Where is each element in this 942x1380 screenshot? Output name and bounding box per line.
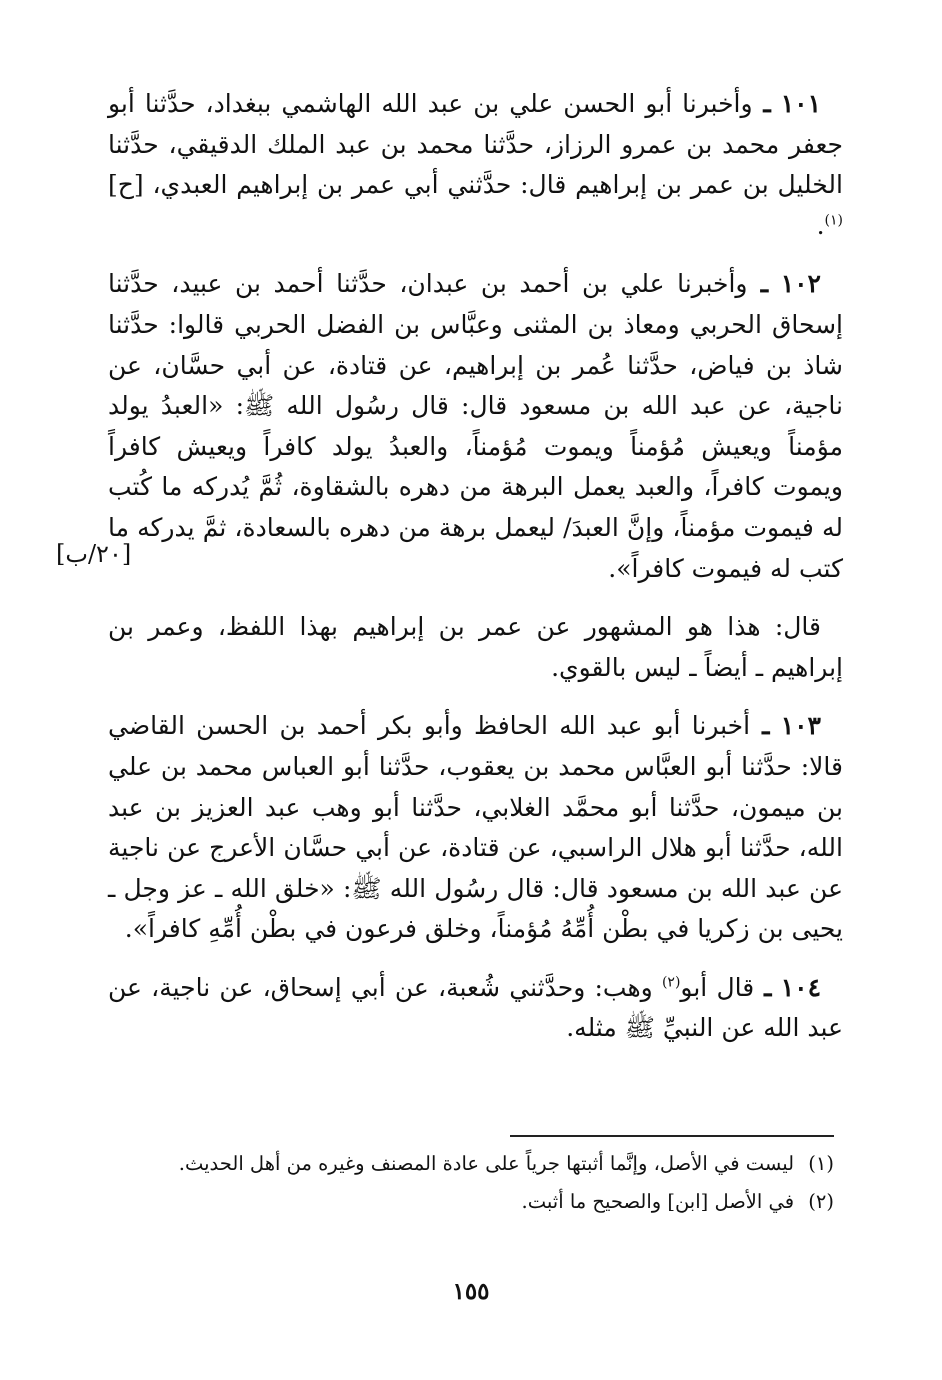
paragraph-number: ١٠٤ (780, 972, 822, 1002)
footnote-1 (140, 1148, 834, 1180)
paragraph-number: ١٠١ (780, 89, 822, 118)
paragraph-102 (108, 264, 843, 589)
paragraph-text-before: قال أبو (680, 972, 755, 1002)
paragraph-text: أخبرنا أبو عبد الله الحافظ وأبو بكر أحمد بن الحسن القاضي قالا: حدَّثنا أبو العبَّاس محمد بن يعقوب، حدَّثنا أبو العباس محمد بن علي بن ميمون، حدَّثنا أبو محمَّد الغلابي، حدَّثنا أبو وهب عبد العزيز بن عبد الله، حدَّثنا أبو هلال الراسبي، عن قتادة، عن أبي حسَّان الأعرج عن ناجية عن عبد الله بن مسعود قال: قال رسُول الله ﷺ: «خلق الله ـ عز وجل ـ يحيى بن زكريا في بطْن أُمِّهُ مُؤمناً، وخلق فرعون في بطْن أُمِّهِ كافراً». (108, 711, 843, 944)
paragraph-text: وهب: وحدَّثني شُعبة، عن أبي إسحاق، عن ناجية، عن عبد الله عن النبيِّ ﷺ مثله. (108, 972, 843, 1043)
paragraph-number: ١٠٣ (780, 711, 821, 741)
footnote-number: (٢) (808, 1190, 834, 1213)
paragraph-text: قال: هذا هو المشهور عن عمر بن إبراهيم بهذا اللفظ، وعمر بن إبراهيم ـ أيضاً ـ ليس بالقوي. (108, 612, 843, 682)
paragraph-104 (108, 968, 843, 1049)
paragraph-tail: . (816, 210, 825, 240)
main-text (108, 84, 843, 1063)
folio-marker: [٢٠/ب] (56, 540, 132, 568)
number-dash: ـ (752, 89, 771, 118)
paragraph-101 (108, 84, 843, 246)
paragraph-number: ١٠٢ (780, 269, 821, 299)
footnote-number: (١) (808, 1152, 834, 1175)
paragraph-103 (108, 706, 843, 950)
paragraph-commentary (108, 607, 843, 688)
number-dash: ـ (750, 711, 770, 741)
footnote-text: في الأصل [ابن] والصحيح ما أثبت. (521, 1190, 795, 1213)
number-dash: ـ (747, 269, 769, 299)
footnote-ref: (٢) (661, 974, 681, 991)
footnote-2 (140, 1186, 834, 1218)
paragraph-text: وأخبرنا علي بن أحمد بن عبدان، حدَّثنا أحمد بن عبيد، حدَّثنا إسحاق الحربي ومعاذ بن المثنى وعبَّاس بن الفضل الحربي قالوا: حدَّثنا شاذ بن فياض، حدَّثنا عُمر بن إبراهيم، عن قتادة، عن أبي حسَّان، عن ناجية، عن عبد الله بن مسعود قال: قال رسُول الله ﷺ: «العبدُ يولد مؤمناً ويعيش مُؤمناً ويموت مُؤمناً، والعبدُ يولد كافراً ويعيش كافراً ويموت كافراً، والعبد يعمل البرهة من دهره بالشقاوة، ثُمَّ يُدركه ما كُتب له فيموت مؤمناً، وإنَّ العبدَ/ ليعمل برهة من دهره بالسعادة، ثمَّ يدركه ما كتب له فيموت كافراً». (108, 269, 843, 583)
footnote-divider (510, 1135, 834, 1137)
footnotes (140, 1148, 834, 1224)
footnote-ref: (١) (824, 212, 843, 229)
page-number: ١٥٥ (452, 1278, 490, 1305)
number-dash: ـ (754, 972, 772, 1002)
footnote-text: ليست في الأصل، وإنَّما أثبتها جرياً على عادة المصنف وغيره من أهل الحديث. (178, 1152, 795, 1175)
paragraph-text: وأخبرنا أبو الحسن علي بن عبد الله الهاشمي ببغداد، حدَّثنا أبو جعفر محمد بن عمرو الرزاز، حدَّثنا محمد بن عبد الملك الدقيقي، حدَّثنا الخليل بن عمر بن إبراهيم قال: حدَّثني أبي عمر بن إبراهيم العبدي، [ح] (108, 89, 843, 200)
